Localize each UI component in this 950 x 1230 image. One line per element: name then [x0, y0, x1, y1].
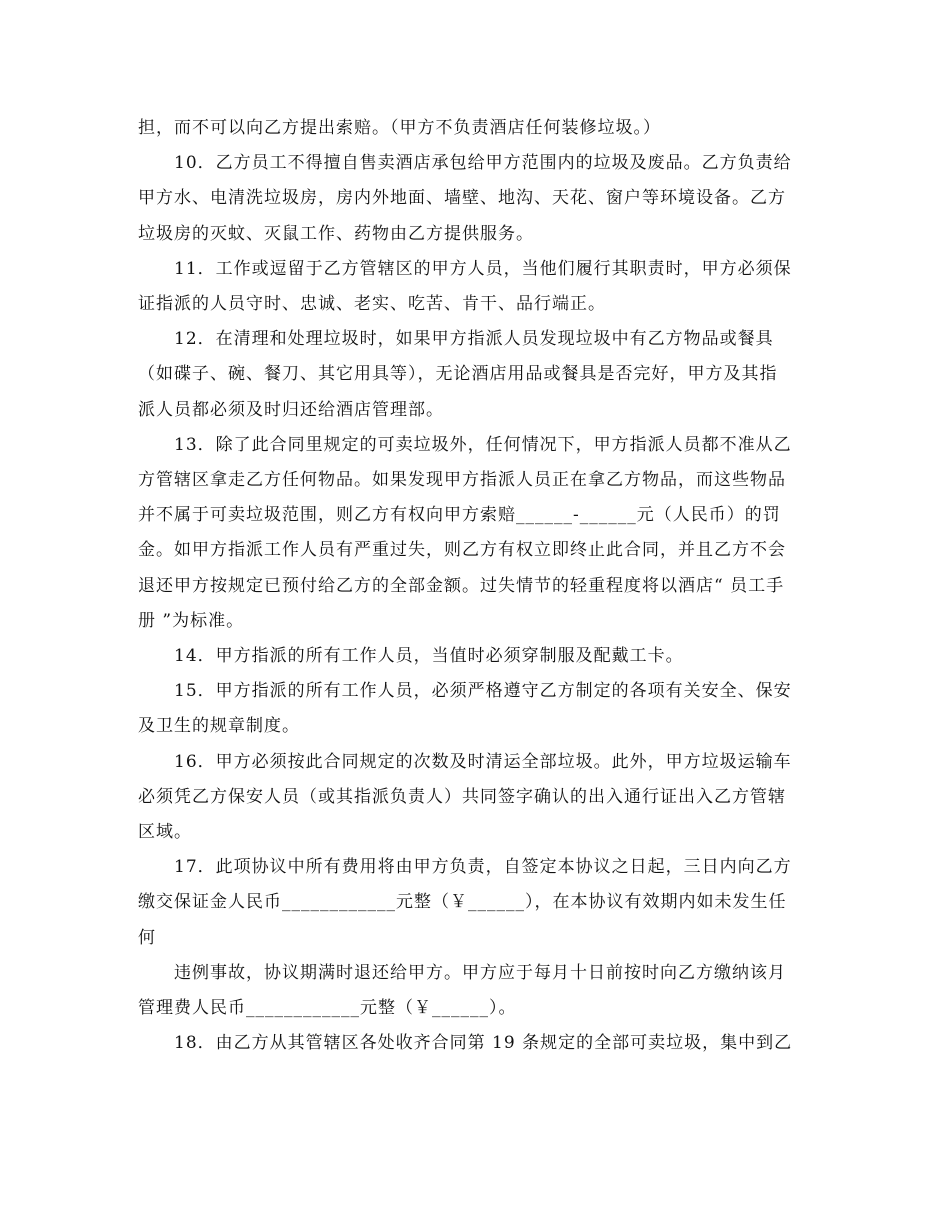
clause-15-line-1: 15．甲方指派的所有工作人员，必须严格遵守乙方制定的各项有关安全、保安 [174, 681, 792, 702]
clause-16-line-2: 必须凭乙方保安人员（或其指派负责人）共同签字确认的出入通行证出入乙方管辖 [138, 786, 786, 807]
clause-18-line-1: 18．由乙方从其管辖区各处收齐合同第 19 条规定的全部可卖垃圾，集中到乙 [174, 1033, 793, 1054]
clause-12-line-2: （如碟子、碗、餐刀、其它用具等），无论酒店用品或餐具是否完好，甲方及其指 [138, 364, 778, 385]
clause-13-line-4: 金。如甲方指派工作人员有严重过失，则乙方有权立即终止此合同，并且乙方不会 [138, 540, 786, 561]
contract-text-body [138, 111, 822, 1061]
clause-10-line-2: 甲方水、电清洗垃圾房，房内外地面、墙壁、地沟、天花、窗户等环境设备。乙方 [138, 188, 786, 209]
clause-17-line-2: 缴交保证金人民币____________元整（￥______），在本协议有效期内如未发生任 [138, 892, 787, 913]
clause-16-line-3: 区域。 [138, 822, 192, 843]
clause-17-line-4: 违例事故，协议期满时退还给甲方。甲方应于每月十日前按时向乙方缴纳该月 [174, 962, 786, 983]
clause-13-line-2: 方管辖区拿走乙方任何物品。如果发现甲方指派人员正在拿乙方物品，而这些物品 [138, 470, 786, 491]
clause-16-line-1: 16．甲方必须按此合同规定的次数及时清运全部垃圾。此外，甲方垃圾运输车 [174, 751, 792, 772]
clause-12-line-3: 派人员都必须及时归还给酒店管理部。 [138, 399, 444, 420]
clause-10-line-3: 垃圾房的灭蚊、灭鼠工作、药物由乙方提供服务。 [138, 223, 534, 244]
clause-17-line-5: 管理费人民币____________元整（￥______）。 [138, 998, 517, 1019]
clause-11-line-1: 11．工作或逗留于乙方管辖区的甲方人员，当他们履行其职责时，甲方必须保 [174, 258, 792, 279]
clause-14-line-1: 14．甲方指派的所有工作人员，当值时必须穿制服及配戴工卡。 [174, 646, 684, 667]
clause-10-line-1: 10．乙方员工不得擅自售卖酒店承包给甲方范围内的垃圾及废品。乙方负责给 [174, 153, 792, 174]
clause-15-line-2: 及卫生的规章制度。 [138, 716, 300, 737]
text-line-1: 担，而不可以向乙方提出索赔。（甲方不负责酒店任何装修垃圾。） [138, 118, 661, 138]
clause-13-line-5: 退还甲方按规定已预付给乙方的全部金额。过失情节的轻重程度将以酒店“ 员工手 [138, 575, 785, 596]
clause-17-line-1: 17．此项协议中所有费用将由甲方负责，自签定本协议之日起，三日内向乙方 [174, 857, 792, 878]
clause-13-line-1: 13．除了此合同里规定的可卖垃圾外，任何情况下，甲方指派人员都不准从乙 [174, 434, 792, 455]
clause-12-line-1: 12．在清理和处理垃圾时，如果甲方指派人员发现垃圾中有乙方物品或餐具 [174, 329, 774, 350]
clause-11-line-2: 证指派的人员守时、忠诚、老实、吃苦、肯干、品行端正。 [138, 294, 606, 315]
clause-17-line-3: 何 [138, 927, 156, 948]
clause-13-line-3: 并不属于可卖垃圾范围，则乙方有权向甲方索赔______-______元（人民币）的罚 [138, 505, 781, 526]
clause-13-line-6: 册 ”为标准。 [138, 610, 245, 631]
